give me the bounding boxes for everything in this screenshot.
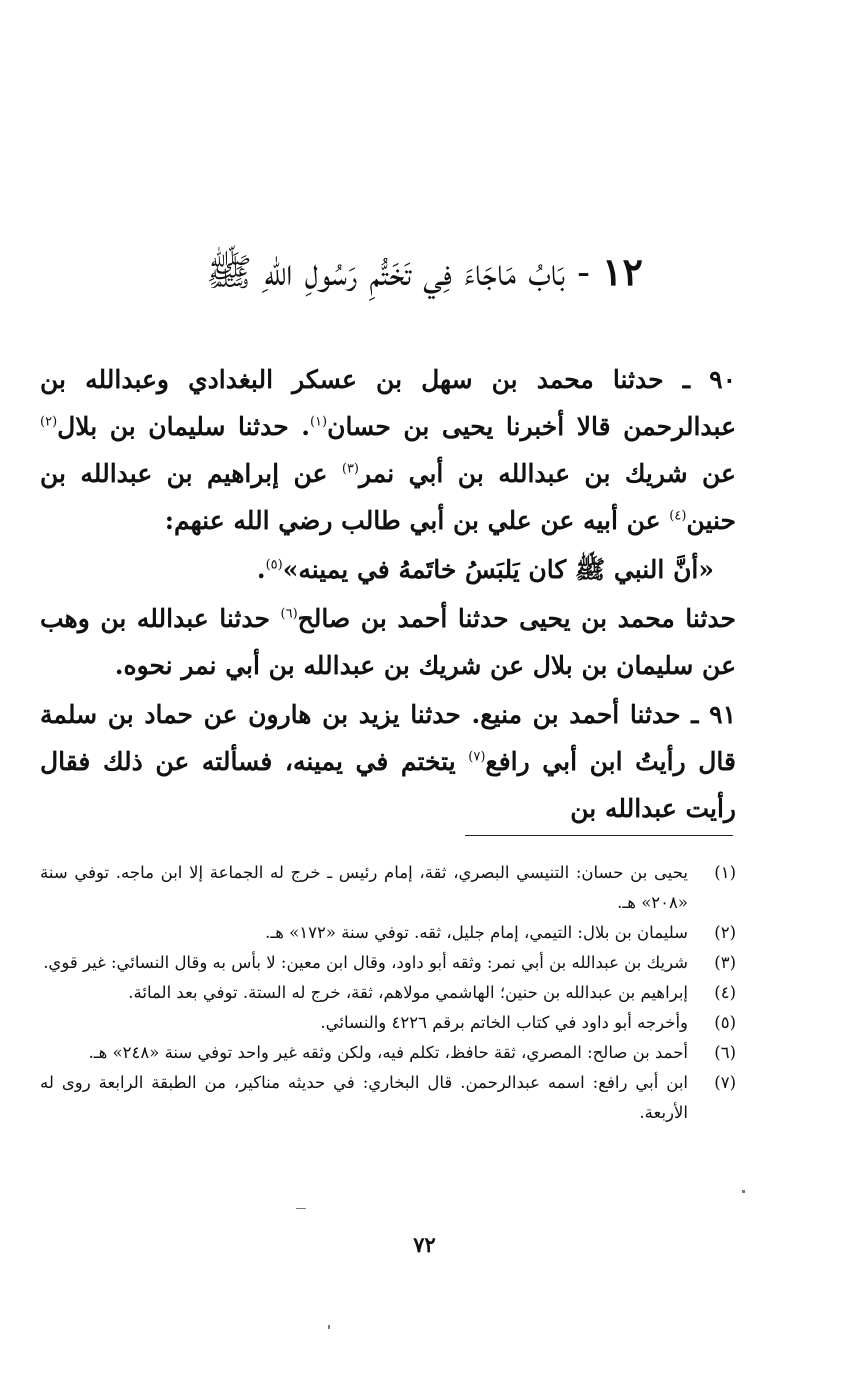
hadith-text: عن أبيه عن علي بن أبي طالب رضي الله عنهم: — [164, 506, 661, 535]
footnote-number: (٦) — [714, 1043, 736, 1062]
hadith-text: عن شريك بن عبدالله بن أبي نمر — [359, 459, 736, 488]
footnote-divider — [465, 835, 733, 836]
hadith-text: حدثنا محمد بن يحيى حدثنا أحمد بن صالح — [297, 604, 736, 633]
footnote-ref[interactable]: (٢) — [40, 414, 58, 430]
chapter-number: ١٢ — [602, 248, 643, 294]
footnote-number: (٢) — [714, 923, 736, 942]
footnote-text: إبراهيم بن عبدالله بن حنين؛ الهاشمي مولاهم، ثقة، خرج له الستة. توفي بعد المائة. — [128, 983, 688, 1002]
hadith-number: ٩١ — [709, 700, 736, 729]
main-text — [40, 356, 736, 832]
footnote — [40, 918, 736, 948]
footnote-text: وأخرجه أبو داود في كتاب الخاتم برقم ٤٢٢٦ والنسائي. — [320, 1013, 688, 1032]
hadith-90-second-chain — [40, 595, 736, 689]
hadith-quote — [40, 546, 736, 593]
hadith-text: حدثنا عبدالله بن وهب عن سليمان بن بلال عن شريك بن عبدالله بن أبي نمر نحوه. — [40, 604, 736, 680]
footnote-number: (١) — [714, 863, 736, 882]
footnote-text: شريك بن عبدالله بن أبي نمر: وثقه أبو داود، وقال ابن معين: لا بأس به وقال النسائي: غير قوي. — [43, 953, 688, 972]
footnote-ref[interactable]: (٧) — [468, 749, 486, 765]
hadith-text: ـ حدثنا أحمد بن منيع. حدثنا يزيد بن هارون عن حماد بن سلمة قال رأيتُ ابن أبي رافع — [40, 700, 736, 776]
footnote-number: (٧) — [714, 1073, 736, 1092]
footnote — [40, 858, 736, 918]
hadith-text: عن إبراهيم بن عبدالله بن حنين — [40, 459, 736, 535]
footnote-text: سليمان بن بلال: التيمي، إمام جليل، ثقه. توفي سنة «١٧٢» هـ. — [265, 923, 688, 942]
footnotes — [40, 858, 736, 1128]
hadith-text: . حدثنا سليمان بن بلال — [57, 412, 310, 441]
footnote-text: يحيى بن حسان: التنيسي البصري، ثقة، إمام رئيس ـ خرج له الجماعة إلا ابن ماجه. توفي سنة «٢٠٨» هـ. — [40, 863, 688, 912]
footnote-ref[interactable]: (٣) — [341, 461, 359, 477]
hadith-90 — [40, 356, 736, 544]
chapter-heading-text: بَابُ مَاجَاءَ فِي تَخَتُّمِ رَسُولِ اللهِ ﷺ — [206, 249, 565, 294]
footnote-ref[interactable]: (٤) — [669, 508, 687, 524]
quote-end: . — [256, 555, 266, 584]
chapter-title — [120, 244, 729, 300]
hadith-91 — [40, 691, 736, 832]
hadith-text: ـ حدثنا محمد بن سهل بن عسكر البغدادي وعبدالله بن عبدالرحمن قالا أخبرنا يحيى بن حسان — [40, 365, 736, 441]
footnote-ref[interactable]: (٥) — [265, 557, 283, 573]
footnote-number: (٣) — [714, 953, 736, 972]
hadith-text: يتختم في يمينه، فسألته عن ذلك فقال رأيت عبدالله بن — [40, 747, 736, 823]
footnote — [40, 978, 736, 1008]
footnote — [40, 1038, 736, 1068]
hadith-number: ٩٠ — [709, 365, 736, 394]
footnote — [40, 948, 736, 978]
scan-speck — [742, 1190, 745, 1193]
footnote-ref[interactable]: (١) — [309, 414, 328, 430]
footnote-number: (٥) — [714, 1013, 736, 1032]
scan-speck — [296, 1208, 306, 1209]
chapter-separator: - — [577, 249, 590, 294]
page-number: ٧٢ — [413, 1232, 436, 1257]
footnote-number: (٤) — [714, 983, 736, 1002]
footnote-text: أحمد بن صالح: المصري، ثقة حافظ، تكلم فيه، ولكن وثقه غير واحد توفي سنة «٢٤٨» هـ. — [88, 1043, 688, 1062]
footnote-ref[interactable]: (٦) — [280, 606, 298, 622]
scan-speck — [328, 1325, 330, 1329]
footnote — [40, 1068, 736, 1128]
hadith-quote-text: «أنَّ النبي ﷺ كان يَلبَسُ خاتَمهُ في يمينه» — [282, 555, 714, 584]
footnote-text: ابن أبي رافع: اسمه عبدالرحمن. قال البخاري: في حديثه مناكير، من الطبقة الرابعة روى له الأربعة. — [40, 1073, 688, 1122]
footnote — [40, 1008, 736, 1038]
